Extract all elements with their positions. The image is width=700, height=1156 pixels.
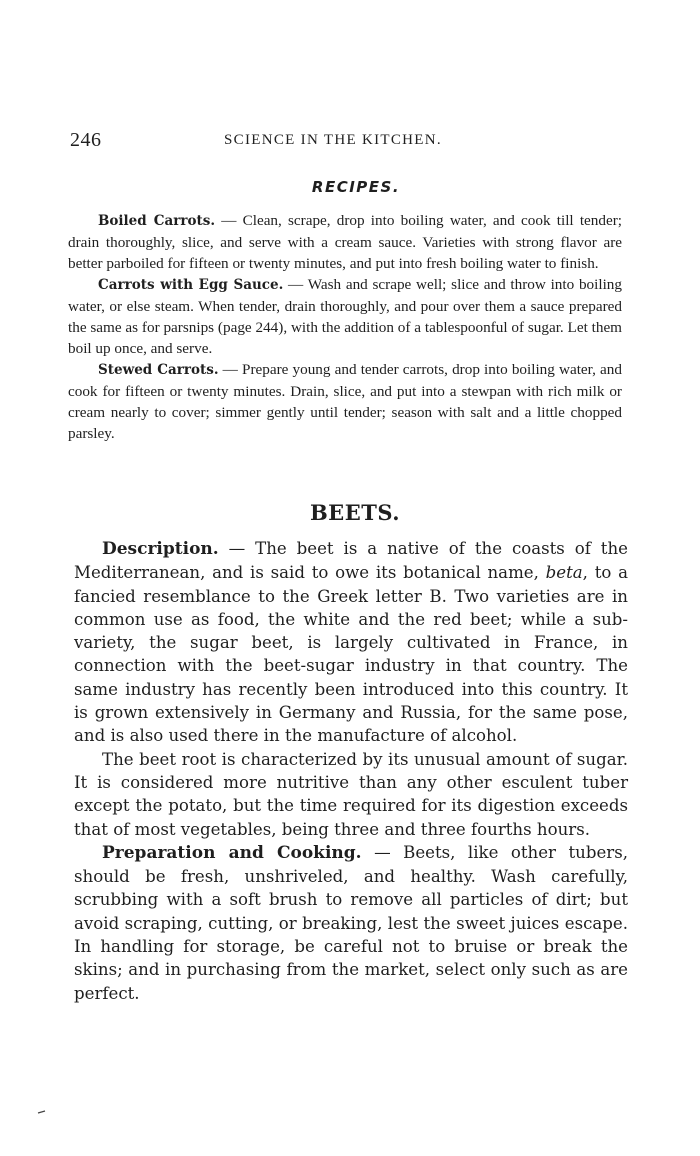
paper-speck xyxy=(37,1110,47,1114)
section-heading-beets: BEETS. xyxy=(309,500,401,525)
recipe-paragraph xyxy=(68,274,622,359)
preparation-lead: Preparation and Cooking. xyxy=(102,842,362,863)
recipe-text: — Prepare young and tender carrots, drop into boiling water, and cook for fifteen or twenty minutes. Drain, slice, and put into a stewpan with rich milk or cream nearly to cover; simmer gently until tender; season with salt and a little chopped parsley. xyxy=(68,361,622,442)
beet-root-paragraph: The beet root is characterized by its unusual amount of sugar. It is considered more nutritive than any other esculent tuber except the potato, but the time required for its digestion exceeds that of most vegetables, being three and three fourths hours. xyxy=(74,749,628,839)
recipe-text: — Clean, scrape, drop into boiling water, and cook till tender; drain thoroughly, slice, and serve with a cream sauce. Varieties with strong flavor are better parboiled for fifteen or twenty minutes, and put into fresh boiling water to finish. xyxy=(68,212,622,272)
running-head xyxy=(70,129,630,151)
page-number: 246 xyxy=(70,129,102,151)
recipe-paragraph xyxy=(68,359,622,444)
description-lead: Description. xyxy=(102,539,219,559)
recipes-section xyxy=(68,210,622,444)
description-text-continued: , to a fancied resemblance to the Greek letter B. Two varieties are in common use as food, the white and the red beet; while a sub-variety, the sugar beet, is largely cultivated in France, in connection with the beet-sugar industry in that country. The same industry has recently been introduced into this country. It is grown extensively in Germany and Russia, for the same pose, and is also used there in the manufacture of alcohol. xyxy=(74,563,628,746)
recipes-heading: RECIPES. xyxy=(311,178,401,196)
recipe-paragraph xyxy=(68,210,622,274)
recipe-title: Stewed Carrots. xyxy=(98,362,219,378)
recipe-title: Carrots with Egg Sauce. xyxy=(98,277,284,293)
botanical-name: beta xyxy=(545,563,583,583)
recipe-title: Boiled Carrots. xyxy=(98,213,216,229)
preparation-text: — Beets, like other tubers, should be fresh, unshriveled, and healthy. Wash carefully, scrubbing with a soft brush to remove all particles of dirt; but avoid scraping, cutting, or breaking, lest the sweet juices escape. In handling for storage, be careful not to bruise or break the skins; and in purchasing from the market, select only such as are perfect. xyxy=(74,842,628,1003)
description-text: — The beet is a native of the coasts of the Mediterranean, and is said to owe its botanical name, xyxy=(74,539,628,583)
recipe-text: — Wash and scrape well; slice and throw into boiling water, or else steam. When tender, drain thoroughly, and pour over them a sauce prepared the same as for parsnips (page 244), with the addition of a tablespoonful of sugar. Let them boil up once, and serve. xyxy=(68,276,622,357)
preparation-paragraph xyxy=(74,841,628,1005)
beets-section xyxy=(74,537,628,1005)
description-paragraph xyxy=(74,537,628,748)
running-title: SCIENCE IN THE KITCHEN. xyxy=(224,132,442,148)
